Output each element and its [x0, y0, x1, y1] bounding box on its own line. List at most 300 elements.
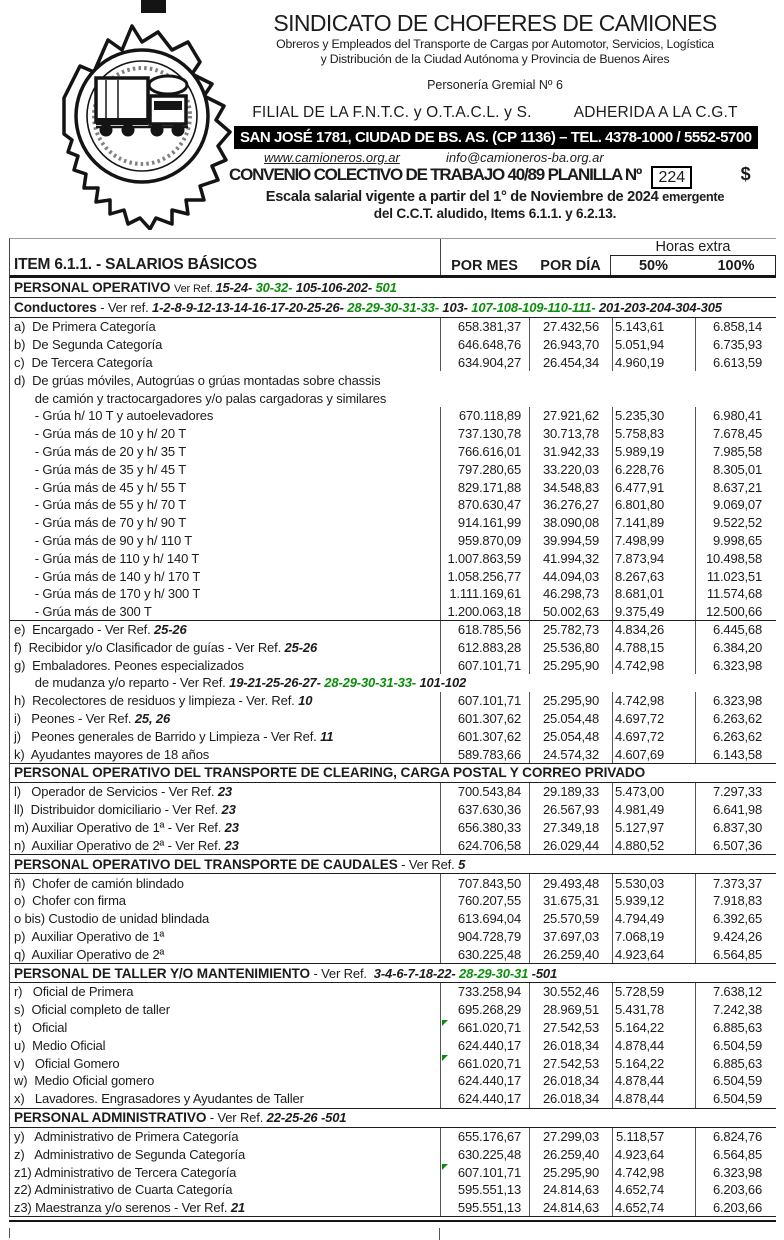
cell-por-dia: 25.570,59	[529, 910, 612, 928]
table-row	[10, 928, 776, 946]
row-label: p) Auxiliar Operativo de 1ª	[14, 928, 165, 944]
cell-extra-100: 9.522,52	[695, 514, 777, 532]
cell-extra-50: 4.878,44	[612, 1090, 695, 1108]
cell-por-dia: 27.432,56	[529, 318, 612, 336]
row-label: - Grúa más de 300 T	[14, 603, 152, 619]
cell-por-dia: 31.942,33	[529, 443, 612, 461]
filial-text: FILIAL DE LA F.N.T.C. y O.T.A.C.L. y S.	[252, 104, 532, 121]
cell-extra-50: 6.801,80	[612, 496, 695, 514]
table-row	[10, 910, 776, 928]
row-label: PERSONAL OPERATIVO DEL TRANSPORTE DE CAUDALES - Ver Ref. 5	[14, 856, 466, 872]
cell-extra-100: 6.203,66	[695, 1199, 777, 1216]
table-row	[10, 478, 776, 496]
cell-extra-100: 6.980,41	[695, 407, 777, 425]
cell-extra-100: 6.323,98	[695, 656, 777, 674]
cell-por-dia: 29.189,33	[529, 783, 612, 801]
cell-por-dia: 25.295,90	[529, 1163, 612, 1181]
cell-extra-50: 4.742,98	[612, 692, 695, 710]
cell-extra-100: 9.424,26	[695, 928, 777, 946]
cell-extra-50: 5.728,59	[612, 983, 695, 1001]
row-label: z3) Maestranza y/o serenos - Ver Ref. 21	[14, 1199, 246, 1215]
cell-extra-50: 4.878,44	[612, 1036, 695, 1054]
cell-por-mes: 630.225,48	[440, 945, 529, 963]
cell-extra-50: 5.431,78	[612, 1001, 695, 1019]
cell-extra-100: 12.500,66	[695, 603, 777, 620]
cell-extra-100: 6.504,59	[695, 1090, 777, 1108]
cell-por-mes: 637.630,36	[440, 801, 529, 819]
cell-extra-50: 5.127,97	[612, 819, 695, 837]
cell-por-dia: 26.567,93	[529, 801, 612, 819]
convenio-title: CONVENIO COLECTIVO DE TRABAJO 40/89 PLANILLA Nº	[229, 165, 642, 184]
cell-extra-100: 6.641,98	[695, 801, 777, 819]
cell-por-dia: 26.029,44	[529, 836, 612, 854]
cell-por-dia: 25.054,48	[529, 710, 612, 728]
cell-por-mes: 1.058.256,77	[440, 567, 529, 585]
cell-extra-50: 5.989,19	[612, 443, 695, 461]
cell-por-dia: 24.814,63	[529, 1181, 612, 1199]
cell-extra-100: 6.564,85	[695, 945, 777, 963]
cell-por-dia: 50.002,63	[529, 603, 612, 620]
row-label: - Grúa más de 90 y h/ 110 T	[14, 532, 193, 548]
table-row	[10, 354, 776, 372]
cell-extra-50: 9.375,49	[612, 603, 695, 620]
table-row	[10, 496, 776, 514]
row-label: z) Administrativo de Segunda Categoría	[14, 1146, 246, 1162]
cell-extra-100: 8.305,01	[695, 460, 777, 478]
table-row	[10, 460, 776, 478]
cell-extra-100: 7.678,45	[695, 425, 777, 443]
personeria-line: Personería Gremial Nº 6	[427, 78, 563, 92]
cell-por-dia: 26.943,70	[529, 336, 612, 354]
cell-extra-50: 8.681,01	[612, 585, 695, 603]
cell-por-mes: 634.904,27	[440, 354, 529, 372]
row-label: w) Medio Oficial gomero	[14, 1073, 155, 1089]
row-label: u) Medio Oficial	[14, 1037, 106, 1053]
cell-por-dia: 26.259,40	[529, 1145, 612, 1163]
cell-extra-50: 5.530,03	[612, 874, 695, 892]
cell-extra-50: 5.051,94	[612, 336, 695, 354]
cell-extra-100: 6.392,65	[695, 910, 777, 928]
cell-por-dia: 24.574,32	[529, 745, 612, 763]
cell-por-mes: 658.381,37	[440, 318, 529, 336]
row-label: r) Oficial de Primera	[14, 984, 134, 1000]
cell-por-dia: 33.220,03	[529, 460, 612, 478]
cell-por-mes: 655.176,67	[440, 1128, 529, 1146]
cell-por-mes: 630.225,48	[440, 1145, 529, 1163]
cell-por-mes: 624.440,17	[440, 1090, 529, 1108]
cell-por-dia: 34.548,83	[529, 478, 612, 496]
table-row	[10, 621, 776, 639]
cell-extra-50: 4.981,49	[612, 801, 695, 819]
table-row	[10, 745, 776, 763]
cell-extra-50: 7.873,94	[612, 549, 695, 567]
row-label: b) De Segunda Categoría	[14, 337, 163, 353]
cell-extra-100: 6.203,66	[695, 1181, 777, 1199]
row-label: - Grúa más de 170 y h/ 300 T	[14, 586, 201, 602]
row-label: z2) Administrativo de Cuarta Categoría	[14, 1182, 233, 1198]
cell-por-mes: 959.870,09	[440, 532, 529, 550]
table-row	[10, 532, 776, 550]
cell-por-dia: 28.969,51	[529, 1001, 612, 1019]
cell-por-dia: 41.994,32	[529, 549, 612, 567]
scan-tick-left	[9, 1228, 10, 1238]
cell-extra-100: 6.143,58	[695, 745, 777, 763]
table-title: ITEM 6.1.1. - SALARIOS BÁSICOS	[14, 256, 257, 273]
cell-por-mes: 904.728,79	[440, 928, 529, 946]
org-title: SINDICATO DE CHOFERES DE CAMIONES	[273, 10, 717, 36]
cell-por-mes: 595.551,13	[440, 1181, 529, 1199]
cell-extra-100: 6.504,59	[695, 1072, 777, 1090]
table-row	[10, 819, 776, 837]
cell-extra-100: 8.637,21	[695, 478, 777, 496]
col-header-100: 100%	[717, 258, 755, 274]
cell-por-dia: 31.675,31	[529, 892, 612, 910]
row-label: n) Auxiliar Operativo de 2ª - Ver Ref. 23	[14, 837, 239, 853]
adherida-text: ADHERIDA A LA C.G.T	[573, 104, 738, 121]
row-label: x) Lavadores. Engrasadores y Ayudantes de Taller	[14, 1091, 304, 1107]
cell-por-mes: 829.171,88	[440, 478, 529, 496]
cell-por-dia: 39.994,59	[529, 532, 612, 550]
row-label: - Grúa más de 140 y h/ 170 T	[14, 568, 201, 584]
row-label: z1) Administrativo de Tercera Categoría	[14, 1164, 237, 1180]
row-label: - Grúa más de 55 y h/ 70 T	[14, 497, 186, 513]
cell-por-mes: 670.118,89	[440, 407, 529, 425]
table-row	[10, 1090, 776, 1108]
cell-por-mes: 624.706,58	[440, 836, 529, 854]
row-label: - Grúa más de 20 y h/ 35 T	[14, 443, 186, 459]
col-header-por-dia: POR DÍA	[540, 258, 601, 274]
cell-extra-100: 6.824,76	[695, 1128, 777, 1146]
row-label: h) Recolectores de residuos y limpieza - Ver. Ref. 10	[14, 693, 313, 709]
table-row	[10, 567, 776, 585]
cell-extra-50: 4.742,98	[612, 656, 695, 674]
cell-por-dia: 26.454,34	[529, 354, 612, 372]
cell-por-dia: 24.814,63	[529, 1199, 612, 1216]
cell-por-dia: 27.542,53	[529, 1054, 612, 1072]
cell-por-mes: 707.843,50	[440, 874, 529, 892]
cell-por-mes: 589.783,66	[440, 745, 529, 763]
cell-extra-50: 4.834,26	[612, 621, 695, 639]
salary-table	[9, 238, 776, 1222]
cell-por-mes: 760.207,55	[440, 892, 529, 910]
table-row	[10, 1128, 776, 1146]
currency-sign: $	[740, 164, 751, 184]
table-row	[10, 1181, 776, 1199]
planilla-number-box: 224	[651, 166, 692, 189]
cell-extra-100: 9.069,07	[695, 496, 777, 514]
cell-por-mes: 656.380,33	[440, 819, 529, 837]
table-row	[10, 336, 776, 354]
cell-por-mes: 607.101,71	[440, 692, 529, 710]
cell-por-mes: 1.200.063,18	[440, 603, 529, 620]
cell-por-mes: 613.694,04	[440, 910, 529, 928]
cell-extra-100: 6.504,59	[695, 1036, 777, 1054]
row-label: j) Peones generales de Barrido y Limpieza - Ver Ref. 11	[14, 728, 334, 744]
cell-por-mes: 733.258,94	[440, 983, 529, 1001]
row-label: - Grúa más de 110 y h/ 140 T	[14, 550, 200, 566]
cell-por-mes: 661.020,71	[440, 1019, 529, 1037]
cell-extra-100: 6.885,63	[695, 1054, 777, 1072]
table-row	[10, 514, 776, 532]
cell-por-mes: 870.630,47	[440, 496, 529, 514]
cell-por-mes: 1.111.169,61	[440, 585, 529, 603]
cell-por-mes: 624.440,17	[440, 1036, 529, 1054]
cell-extra-100: 6.564,85	[695, 1145, 777, 1163]
table-row	[10, 945, 776, 963]
row-label: ñ) Chofer de camión blindado	[14, 875, 184, 891]
cell-por-dia: 27.542,53	[529, 1019, 612, 1037]
cell-por-dia: 30.552,46	[529, 983, 612, 1001]
cell-por-mes: 607.101,71	[440, 1163, 529, 1181]
cell-por-dia: 25.295,90	[529, 656, 612, 674]
row-label: - Grúa más de 10 y h/ 20 T	[14, 426, 186, 442]
row-label: - Grúa más de 70 y h/ 90 T	[14, 515, 186, 531]
cell-extra-50: 6.228,76	[612, 460, 695, 478]
cell-por-mes: 607.101,71	[440, 656, 529, 674]
cell-por-dia: 26.018,34	[529, 1090, 612, 1108]
section-header-row	[10, 1108, 776, 1128]
cell-extra-50: 4.878,44	[612, 1072, 695, 1090]
cell-extra-50: 4.697,72	[612, 727, 695, 745]
cell-extra-50: 5.235,30	[612, 407, 695, 425]
table-row	[10, 425, 776, 443]
table-row	[10, 727, 776, 745]
cell-por-dia: 37.697,03	[529, 928, 612, 946]
table-row	[10, 1145, 776, 1163]
buenos-aires-province-seal-icon	[30, 6, 248, 230]
cell-por-dia: 46.298,73	[529, 585, 612, 603]
cell-extra-50: 4.923,64	[612, 1145, 695, 1163]
cell-por-dia: 26.018,34	[529, 1072, 612, 1090]
table-row	[10, 1199, 776, 1217]
row-label: o) Chofer con firma	[14, 893, 126, 909]
row-label: t) Oficial	[14, 1020, 68, 1036]
cell-por-dia: 25.782,73	[529, 621, 612, 639]
escala-text: Escala salarial vigente a partir del 1° de Noviembre de 2024	[265, 189, 659, 205]
row-label: e) Encargado - Ver Ref. 25-26	[14, 621, 187, 637]
table-row	[10, 1072, 776, 1090]
row-label: i) Peones - Ver Ref. 25, 26	[14, 710, 171, 726]
cell-extra-50: 4.923,64	[612, 945, 695, 963]
cell-extra-50: 4.652,74	[612, 1199, 695, 1216]
table-row	[10, 674, 776, 692]
cell-extra-100: 6.263,62	[695, 710, 777, 728]
horas-extra-label: Horas extra	[610, 239, 776, 256]
table-row	[10, 783, 776, 801]
table-row	[10, 1019, 776, 1037]
org-subtitle-2: y Distribución de la Ciudad Autónoma y Provincia de Buenos Aires	[320, 52, 670, 66]
cell-extra-100: 7.242,38	[695, 1001, 777, 1019]
row-label: - Grúa más de 45 y h/ 55 T	[14, 479, 186, 495]
table-row	[10, 1163, 776, 1181]
filial-line	[250, 104, 740, 122]
cell-extra-50: 5.143,61	[612, 318, 695, 336]
table-row	[10, 710, 776, 728]
cell-por-mes: 612.883,28	[440, 638, 529, 656]
row-label: PERSONAL DE TALLER Y/O MANTENIMIENTO - Ver Ref. 3-4-6-7-18-22- 28-29-30-31 -501	[14, 965, 558, 981]
row-label: - Grúa h/ 10 T y autoelevadores	[14, 408, 214, 424]
row-label: de camión y tractocargadores y/o palas cargadoras y similares	[14, 390, 387, 406]
table-row	[10, 801, 776, 819]
website-link[interactable]: www.camioneros.org.ar	[264, 150, 400, 165]
section-header-row	[10, 763, 776, 783]
cell-por-dia: 27.921,62	[529, 407, 612, 425]
cell-extra-50: 4.607,69	[612, 745, 695, 763]
row-label: m) Auxiliar Operativo de 1ª - Ver Ref. 23	[14, 819, 239, 835]
cell-extra-100: 11.574,68	[695, 585, 777, 603]
cell-extra-100: 6.885,63	[695, 1019, 777, 1037]
cell-extra-50: 4.794,49	[612, 910, 695, 928]
row-label: g) Embaladores. Peones especializados	[14, 657, 244, 673]
cell-extra-100: 11.023,51	[695, 567, 777, 585]
cell-por-mes: 695.268,29	[440, 1001, 529, 1019]
cell-extra-50: 7.141,89	[612, 514, 695, 532]
cell-por-mes: 661.020,71	[440, 1054, 529, 1072]
cell-extra-50: 5.164,22	[612, 1019, 695, 1037]
email-link[interactable]: info@camioneros-ba.org.ar	[446, 150, 604, 165]
cell-extra-50: 7.068,19	[612, 928, 695, 946]
table-row	[10, 585, 776, 603]
cell-por-dia: 30.713,78	[529, 425, 612, 443]
cell-por-mes: 624.440,17	[440, 1072, 529, 1090]
cell-extra-50: 8.267,63	[612, 567, 695, 585]
table-row	[10, 603, 776, 621]
cell-extra-100: 6.507,36	[695, 836, 777, 854]
cell-extra-100: 6.735,93	[695, 336, 777, 354]
row-label: PERSONAL OPERATIVO DEL TRANSPORTE DE CLEARING, CARGA POSTAL Y CORREO PRIVADO	[14, 765, 646, 781]
section-header-row	[10, 854, 776, 874]
row-label: Conductores - Ver ref. 1-2-8-9-12-13-14-16-17-20-25-26- 28-29-30-31-33- 103- 107-108-109-110-111- 201-203-204-304-305	[14, 300, 722, 315]
union-logo	[30, 6, 248, 230]
cell-extra-100: 6.837,30	[695, 819, 777, 837]
cell-extra-100: 6.445,68	[695, 621, 777, 639]
row-label: a) De Primera Categoría	[14, 319, 156, 335]
row-label: v) Oficial Gomero	[14, 1055, 120, 1071]
row-label: c) De Tercera Categoría	[14, 354, 153, 370]
row-label: s) Oficial completo de taller	[14, 1002, 170, 1018]
row-label: d) De grúas móviles, Autogrúas o grúas montadas sobre chassis	[14, 372, 381, 388]
row-label: o bis) Custodio de unidad blindada	[14, 911, 210, 927]
table-row	[10, 874, 776, 892]
table-row	[10, 692, 776, 710]
cell-extra-50: 4.960,19	[612, 354, 695, 372]
cell-por-mes: 914.161,99	[440, 514, 529, 532]
table-row	[10, 407, 776, 425]
cell-por-mes: 797.280,65	[440, 460, 529, 478]
cell-extra-100: 6.613,59	[695, 354, 777, 372]
cell-por-mes: 1.007.863,59	[440, 549, 529, 567]
cell-extra-100: 7.297,33	[695, 783, 777, 801]
row-label: PERSONAL ADMINISTRATIVO - Ver Ref. 22-25-26 -501	[14, 1110, 347, 1126]
cell-por-mes: 766.616,01	[440, 443, 529, 461]
salary-table-body	[9, 278, 776, 1217]
cell-extra-100: 6.858,14	[695, 318, 777, 336]
table-header	[9, 238, 776, 278]
table-row	[10, 443, 776, 461]
cell-extra-100: 7.373,37	[695, 874, 777, 892]
cell-por-dia: 25.295,90	[529, 692, 612, 710]
cell-extra-50: 5.164,22	[612, 1054, 695, 1072]
row-label: q) Auxiliar Operativo de 2ª	[14, 946, 165, 962]
cell-extra-100: 10.498,58	[695, 549, 777, 567]
escala-line-2: del C.C.T. aludido, Items 6.1.1. y 6.2.13.	[373, 206, 617, 221]
cell-extra-50: 4.788,15	[612, 638, 695, 656]
cell-extra-50: 7.498,99	[612, 532, 695, 550]
org-subtitle-1: Obreros y Empleados del Transporte de Cargas por Automotor, Servicios, Logística	[276, 37, 714, 51]
cell-por-dia: 27.299,03	[529, 1128, 612, 1146]
row-label: l) Operador de Servicios - Ver Ref. 23	[14, 784, 232, 800]
table-row	[10, 983, 776, 1001]
row-label: de mudanza y/o reparto - Ver Ref. 19-21-25-26-27- 28-29-30-31-33- 101-102	[14, 675, 467, 691]
cell-extra-50: 6.477,91	[612, 478, 695, 496]
cell-extra-100: 7.985,58	[695, 443, 777, 461]
row-label: k) Ayudantes mayores de 18 años	[14, 746, 210, 762]
cell-extra-50: 4.697,72	[612, 710, 695, 728]
cell-extra-100: 7.918,83	[695, 892, 777, 910]
table-row	[10, 656, 776, 674]
section-header-row	[10, 278, 776, 298]
table-row	[10, 549, 776, 567]
table-row	[10, 892, 776, 910]
col-header-50: 50%	[638, 258, 669, 274]
cell-extra-50: 5.939,12	[612, 892, 695, 910]
address-bar: SAN JOSÉ 1781, CIUDAD DE BS. AS. (CP 1136) – TEL. 4378-1000 / 5552-5700	[234, 126, 758, 149]
row-label: PERSONAL OPERATIVO Ver Ref. 15-24- 30-32- 105-106-202- 501	[14, 280, 397, 295]
table-row	[10, 371, 776, 389]
cell-extra-50: 4.880,52	[612, 836, 695, 854]
table-row	[10, 318, 776, 336]
row-label: - Grúa más de 35 y h/ 45 T	[14, 461, 186, 477]
table-row	[10, 389, 776, 407]
scan-tick-mid	[439, 1228, 440, 1240]
cell-por-mes: 601.307,62	[440, 710, 529, 728]
cell-extra-100: 7.638,12	[695, 983, 777, 1001]
table-row	[10, 1036, 776, 1054]
table-bottom-rule	[9, 1220, 776, 1222]
cell-por-mes: 601.307,62	[440, 727, 529, 745]
cell-por-mes: 700.543,84	[440, 783, 529, 801]
cell-extra-50: 5.473,00	[612, 783, 695, 801]
cell-por-dia: 25.054,48	[529, 727, 612, 745]
section-header-row	[10, 298, 776, 318]
cell-extra-100: 6.384,20	[695, 638, 777, 656]
row-label: y) Administrativo de Primera Categoría	[14, 1129, 239, 1145]
section-header-row	[10, 963, 776, 983]
cell-por-mes: 646.648,76	[440, 336, 529, 354]
cell-por-dia: 38.090,08	[529, 514, 612, 532]
cell-extra-100: 9.998,65	[695, 532, 777, 550]
cell-por-dia: 44.094,03	[529, 567, 612, 585]
trucks-icon	[96, 76, 188, 137]
letterhead	[0, 0, 784, 236]
cell-extra-50: 4.652,74	[612, 1181, 695, 1199]
cell-extra-50: 5.758,83	[612, 425, 695, 443]
convenio-line	[229, 164, 751, 189]
row-label: ll) Distribuidor domiciliario - Ver Ref. 23	[14, 802, 236, 818]
cell-por-dia: 26.259,40	[529, 945, 612, 963]
cell-extra-50: 4.742,98	[612, 1163, 695, 1181]
cell-por-mes: 737.130,78	[440, 425, 529, 443]
table-row	[10, 1001, 776, 1019]
cell-por-dia: 27.349,18	[529, 819, 612, 837]
cell-por-dia: 29.493,48	[529, 874, 612, 892]
cell-por-mes: 595.551,13	[440, 1199, 529, 1216]
table-row	[10, 836, 776, 854]
escala-emergente: emergente	[662, 189, 725, 204]
col-header-por-mes: POR MES	[451, 258, 518, 274]
table-row	[10, 638, 776, 656]
row-label: f) Recibidor y/o Clasificador de guías - Ver Ref. 25-26	[14, 639, 318, 655]
